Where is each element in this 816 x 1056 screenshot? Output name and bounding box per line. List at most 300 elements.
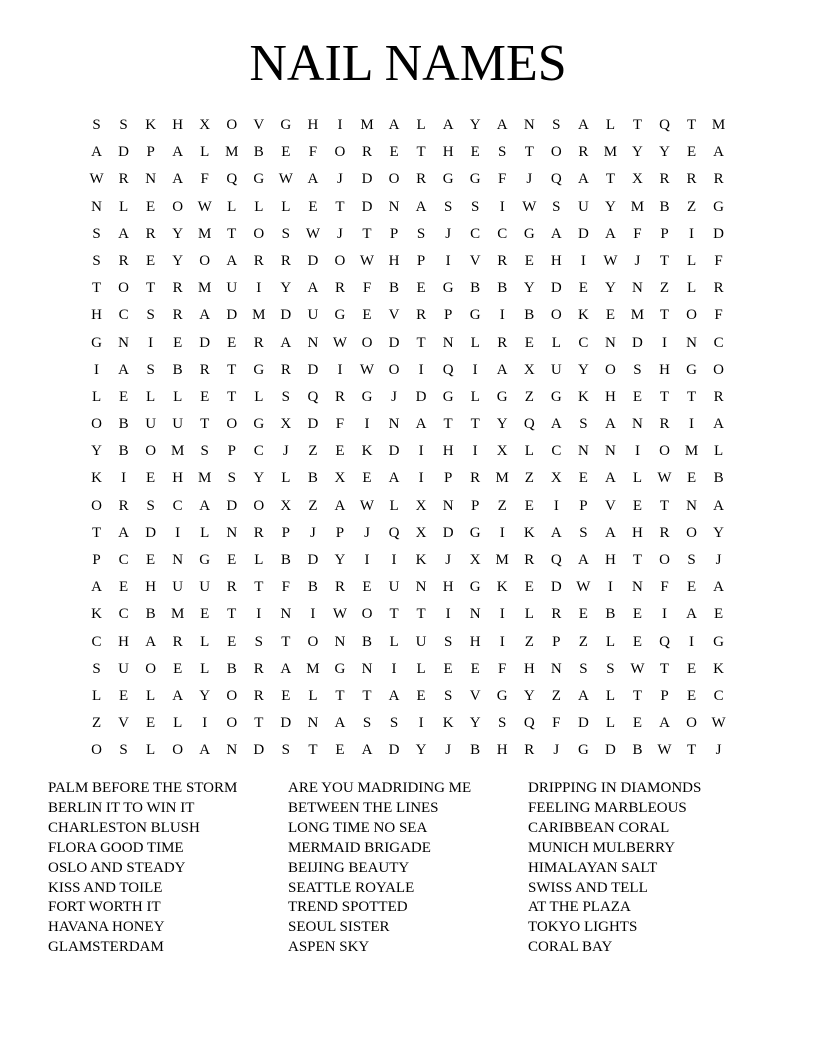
grid-letter: L [173, 388, 183, 405]
grid-letter: I [499, 633, 505, 650]
grid-letter: P [471, 497, 480, 514]
grid-letter: E [362, 470, 372, 487]
grid-row [83, 710, 733, 737]
grid-letter: I [445, 606, 451, 623]
grid-letter: R [334, 280, 345, 297]
grid-letter: Y [523, 687, 535, 704]
grid-letter: T [416, 606, 426, 623]
grid-letter: I [499, 198, 505, 215]
grid-letter: N [415, 579, 427, 596]
grid-letter: R [551, 606, 562, 623]
grid-letter: S [606, 660, 615, 677]
grid-letter: Y [199, 687, 211, 704]
grid-letter: S [443, 687, 453, 704]
grid-letter: W [197, 198, 212, 215]
grid-letter: R [172, 307, 183, 324]
grid-letter: U [172, 579, 184, 596]
grid-letter: A [118, 361, 129, 378]
grid-letter: L [91, 388, 102, 405]
grid-letter: G [91, 334, 102, 351]
grid-letter: A [280, 660, 292, 677]
grid-letter: N [632, 416, 643, 433]
grid-letter: W [89, 171, 104, 188]
grid-letter: A [145, 633, 157, 650]
grid-letter: D [388, 334, 400, 351]
grid-letter: D [280, 715, 292, 732]
grid-letter: A [334, 715, 346, 732]
grid-letter: R [713, 280, 724, 297]
grid-letter: F [281, 579, 291, 596]
grid-letter: Y [280, 280, 292, 297]
grid-letter: I [391, 660, 397, 677]
grid-row [83, 384, 733, 411]
grid-letter: L [714, 443, 724, 460]
grid-letter: H [172, 117, 184, 133]
grid-letter: Y [577, 361, 589, 378]
grid-letter: C [713, 334, 724, 351]
grid-letter: I [634, 443, 640, 460]
grid-letter: L [146, 388, 156, 405]
grid-letter: L [91, 687, 102, 704]
grid-letter: E [578, 606, 588, 623]
grid-letter: G [253, 361, 265, 378]
grid-letter: O [686, 524, 697, 541]
word-list-item: FEELING MARBLEOUS [528, 799, 687, 816]
word-list-item: BETWEEN THE LINES [288, 799, 439, 816]
grid-row [83, 574, 733, 601]
grid-letter: C [91, 633, 102, 650]
grid-letter: A [388, 687, 400, 704]
grid-letter: B [659, 198, 670, 215]
word-list-column [288, 779, 528, 958]
grid-letter: S [687, 552, 696, 568]
grid-letter: C [578, 334, 589, 351]
grid-letter: D [226, 497, 238, 514]
grid-letter: A [713, 416, 725, 433]
grid-letter: A [361, 742, 373, 759]
grid-letter: R [497, 334, 508, 351]
grid-letter: R [253, 660, 264, 677]
grid-letter: A [199, 742, 211, 759]
grid-letter: F [633, 225, 642, 242]
grid-letter: T [335, 687, 345, 704]
grid-letter: X [523, 361, 535, 378]
grid-letter: M [495, 470, 509, 487]
grid-letter: A [388, 470, 400, 487]
grid-letter: M [252, 307, 266, 324]
grid-letter: H [523, 660, 535, 677]
grid-letter: S [119, 117, 128, 133]
grid-letter: W [522, 198, 537, 215]
grid-letter: M [360, 117, 374, 133]
grid-letter: Z [91, 715, 102, 732]
grid-letter: A [226, 252, 238, 269]
grid-letter: U [388, 579, 400, 596]
word-list-item: BEIJING BEAUTY [288, 859, 410, 876]
grid-letter: U [550, 361, 562, 378]
grid-letter: W [576, 579, 591, 596]
grid-row [83, 520, 733, 547]
grid-letter: U [307, 307, 319, 324]
grid-letter: E [308, 198, 318, 215]
grid-letter: L [200, 144, 210, 161]
grid-letter: O [226, 117, 238, 133]
grid-letter: D [604, 742, 616, 759]
grid-row [83, 194, 733, 221]
grid-letter: E [118, 579, 129, 596]
grid-letter: Q [550, 171, 562, 188]
grid-letter: L [686, 252, 697, 269]
grid-letter: Y [632, 144, 643, 161]
grid-letter: E [714, 606, 724, 623]
grid-letter: S [552, 117, 561, 133]
grid-letter: G [469, 579, 481, 596]
grid-letter: B [118, 443, 129, 460]
grid-letter: E [524, 252, 534, 269]
grid-letter: Y [172, 252, 184, 269]
grid-letter: Q [550, 552, 562, 568]
grid-letter: G [469, 524, 481, 541]
grid-letter: O [388, 171, 400, 188]
grid-letter: I [689, 416, 695, 433]
word-list-column [48, 779, 288, 958]
grid-row [83, 493, 733, 520]
grid-letter: E [173, 660, 183, 677]
grid-letter: S [498, 144, 507, 161]
grid-letter: I [94, 361, 100, 378]
grid-letter: R [659, 416, 670, 433]
grid-letter: D [577, 715, 589, 732]
grid-letter: S [579, 416, 588, 433]
grid-letter: H [550, 252, 562, 269]
grid-letter: W [657, 470, 672, 487]
word-list-item: FLORA GOOD TIME [48, 839, 184, 856]
grid-letter: Y [253, 470, 265, 487]
word-list-item: MERMAID BRIGADE [288, 839, 431, 856]
grid-letter: L [389, 497, 399, 514]
grid-letter: Y [334, 552, 346, 568]
grid-letter: L [605, 633, 615, 650]
grid-letter: I [364, 416, 370, 433]
grid-letter: H [442, 144, 454, 161]
grid-letter: A [550, 524, 562, 541]
grid-letter: C [118, 307, 129, 324]
grid-letter: A [713, 579, 725, 596]
grid-letter: B [307, 579, 318, 596]
grid-letter: R [253, 687, 264, 704]
grid-letter: I [418, 715, 424, 732]
grid-letter: D [388, 443, 400, 460]
grid-letter: O [145, 660, 157, 677]
grid-letter: N [280, 606, 292, 623]
grid-letter: Q [523, 715, 535, 732]
grid-letter: Z [659, 280, 670, 297]
grid-letter: T [254, 579, 264, 596]
grid-letter: T [416, 144, 426, 161]
grid-letter: R [416, 307, 427, 324]
grid-letter: N [442, 497, 454, 514]
grid-letter: I [662, 334, 667, 351]
grid-letter: M [630, 198, 645, 215]
grid-row [83, 601, 733, 628]
grid-letter: B [118, 416, 129, 433]
grid-letter: Y [469, 117, 481, 133]
word-list [48, 779, 768, 958]
grid-letter: G [713, 633, 725, 650]
grid-letter: T [686, 388, 697, 405]
grid-letter: D [280, 307, 292, 324]
word-list-item: TREND SPOTTED [288, 899, 408, 916]
grid-letter: C [172, 497, 183, 514]
grid-letter: S [92, 225, 101, 242]
grid-letter: A [577, 171, 589, 188]
grid-letter: W [359, 497, 375, 514]
grid-letter: I [499, 524, 505, 541]
grid-row [83, 629, 733, 656]
grid-letter: O [686, 307, 697, 324]
grid-letter: E [227, 334, 237, 351]
grid-letter: N [145, 171, 157, 188]
grid-letter: I [418, 361, 424, 378]
grid-letter: Y [496, 416, 508, 433]
grid-letter: Z [308, 443, 318, 460]
word-list-item: HAVANA HONEY [48, 919, 165, 936]
grid-letter: I [580, 252, 586, 269]
grid-letter: C [118, 552, 129, 568]
grid-letter: G [496, 687, 508, 704]
grid-letter: N [226, 742, 238, 759]
grid-letter: O [307, 633, 319, 650]
grid-letter: H [118, 633, 129, 650]
grid-letter: I [337, 117, 343, 133]
grid-letter: K [523, 524, 535, 541]
grid-letter: K [91, 606, 102, 623]
grid-letter: K [91, 470, 102, 487]
grid-letter: J [634, 252, 641, 269]
grid-letter: T [227, 388, 237, 405]
grid-letter: Z [497, 497, 507, 514]
grid-letter: H [496, 742, 508, 759]
grid-letter: I [418, 443, 424, 460]
grid-letter: Y [659, 144, 670, 161]
grid-letter: K [577, 388, 589, 405]
grid-letter: E [146, 715, 156, 732]
grid-letter: B [470, 742, 481, 759]
grid-letter: A [415, 416, 427, 433]
grid-letter: M [684, 443, 699, 460]
grid-letter: X [496, 443, 508, 460]
grid-letter: I [662, 606, 667, 623]
grid-row [83, 275, 733, 302]
grid-letter: I [364, 552, 370, 568]
grid-letter: P [552, 633, 561, 650]
grid-letter: S [119, 742, 128, 759]
grid-letter: I [337, 361, 343, 378]
grid-letter: E [146, 470, 156, 487]
grid-letter: E [578, 280, 588, 297]
grid-letter: A [334, 497, 346, 514]
grid-letter: L [227, 198, 237, 215]
grid-letter: R [524, 742, 535, 759]
grid-letter: W [332, 606, 348, 623]
grid-letter: S [92, 660, 101, 677]
grid-letter: H [632, 524, 643, 541]
grid-letter: N [577, 443, 589, 460]
grid-letter: I [418, 470, 424, 487]
grid-letter: M [198, 225, 212, 242]
grid-letter: B [389, 280, 400, 297]
grid-letter: L [118, 198, 129, 215]
grid-letter: N [686, 497, 697, 514]
grid-letter: N [334, 633, 346, 650]
grid-letter: N [550, 660, 562, 677]
grid-letter: A [172, 171, 184, 188]
grid-letter: O [91, 416, 102, 433]
grid-letter: A [118, 524, 129, 541]
grid-letter: E [524, 497, 534, 514]
grid-letter: O [334, 252, 346, 269]
grid-letter: B [145, 606, 156, 623]
grid-letter: A [604, 524, 616, 541]
grid-letter: D [550, 579, 562, 596]
grid-letter: B [470, 280, 481, 297]
grid-letter: F [362, 280, 372, 297]
grid-letter: R [280, 252, 291, 269]
grid-letter: Q [659, 117, 670, 133]
grid-letter: Q [442, 361, 454, 378]
grid-letter: P [146, 144, 155, 161]
grid-letter: W [603, 252, 618, 269]
grid-letter: O [550, 144, 562, 161]
grid-letter: T [632, 687, 643, 704]
grid-letter: Y [172, 225, 184, 242]
grid-letter: V [469, 687, 481, 704]
grid-letter: R [334, 579, 345, 596]
grid-letter: R [118, 171, 129, 188]
word-list-item: MUNICH MULBERRY [528, 839, 676, 856]
grid-letter: E [686, 144, 697, 161]
grid-letter: A [415, 198, 427, 215]
grid-row [83, 465, 733, 492]
grid-letter: R [226, 579, 237, 596]
grid-letter: G [280, 117, 292, 133]
grid-letter: F [335, 416, 345, 433]
grid-letter: T [659, 252, 670, 269]
grid-letter: I [202, 715, 208, 732]
grid-letter: I [689, 633, 695, 650]
grid-letter: R [713, 388, 724, 405]
grid-letter: I [607, 579, 613, 596]
grid-letter: N [388, 198, 400, 215]
grid-letter: O [659, 552, 670, 568]
grid-letter: S [146, 361, 155, 378]
grid-letter: Z [551, 687, 561, 704]
grid-letter: A [199, 307, 211, 324]
grid-letter: E [146, 552, 156, 568]
grid-letter: G [253, 171, 265, 188]
grid-letter: Y [469, 715, 481, 732]
grid-letter: I [553, 497, 559, 514]
grid-letter: D [145, 524, 157, 541]
grid-letter: L [254, 198, 264, 215]
grid-letter: A [659, 715, 670, 732]
grid-letter: Z [578, 633, 588, 650]
word-list-column [528, 779, 768, 958]
grid-letter: Q [307, 388, 319, 405]
grid-letter: D [713, 225, 725, 242]
grid-letter: T [227, 225, 237, 242]
grid-letter: E [686, 470, 697, 487]
grid-letter: A [307, 280, 319, 297]
grid-letter: X [280, 416, 292, 433]
grid-letter: T [91, 280, 102, 297]
grid-letter: N [442, 334, 454, 351]
grid-letter: W [630, 660, 645, 677]
grid-letter: T [91, 524, 102, 541]
grid-letter: L [254, 552, 264, 568]
grid-letter: B [497, 280, 508, 297]
grid-letter: J [445, 552, 452, 568]
grid-letter: I [148, 334, 154, 351]
grid-letter: M [630, 307, 645, 324]
grid-letter: J [445, 225, 452, 242]
grid-letter: E [173, 334, 183, 351]
word-list-item: TOKYO LIGHTS [528, 919, 638, 936]
grid-letter: T [335, 198, 345, 215]
grid-letter: X [632, 171, 643, 188]
grid-letter: I [310, 606, 316, 623]
grid-letter: B [253, 144, 264, 161]
grid-letter: E [281, 144, 291, 161]
grid-letter: A [550, 225, 562, 242]
grid-letter: D [307, 252, 319, 269]
grid-letter: L [605, 117, 615, 133]
grid-letter: A [577, 117, 589, 133]
grid-letter: B [713, 470, 724, 487]
grid-letter: X [469, 552, 481, 568]
grid-letter: A [307, 171, 319, 188]
grid-letter: J [337, 225, 343, 242]
grid-letter: L [173, 715, 183, 732]
grid-letter: J [715, 552, 722, 568]
grid-letter: O [686, 715, 697, 732]
grid-row [83, 547, 733, 574]
grid-letter: A [91, 144, 102, 161]
grid-letter: O [226, 416, 238, 433]
grid-letter: R [524, 552, 535, 568]
grid-letter: L [146, 742, 156, 759]
grid-row [83, 221, 733, 248]
grid-letter: E [632, 715, 643, 732]
grid-letter: A [604, 225, 616, 242]
grid-letter: P [660, 225, 669, 242]
grid-letter: T [227, 361, 237, 378]
grid-letter: G [469, 171, 481, 188]
grid-letter: T [686, 117, 697, 133]
grid-letter: L [470, 334, 480, 351]
grid-letter: O [334, 144, 346, 161]
grid-letter: M [170, 443, 185, 460]
grid-letter: C [470, 225, 481, 242]
grid-letter: W [359, 252, 375, 269]
grid-letter: R [659, 171, 670, 188]
grid-letter: S [443, 198, 453, 215]
grid-letter: D [307, 361, 319, 378]
grid-letter: A [91, 579, 102, 596]
grid-letter: Q [388, 524, 400, 541]
word-list-item: SWISS AND TELL [528, 879, 648, 896]
grid-letter: P [443, 470, 453, 487]
